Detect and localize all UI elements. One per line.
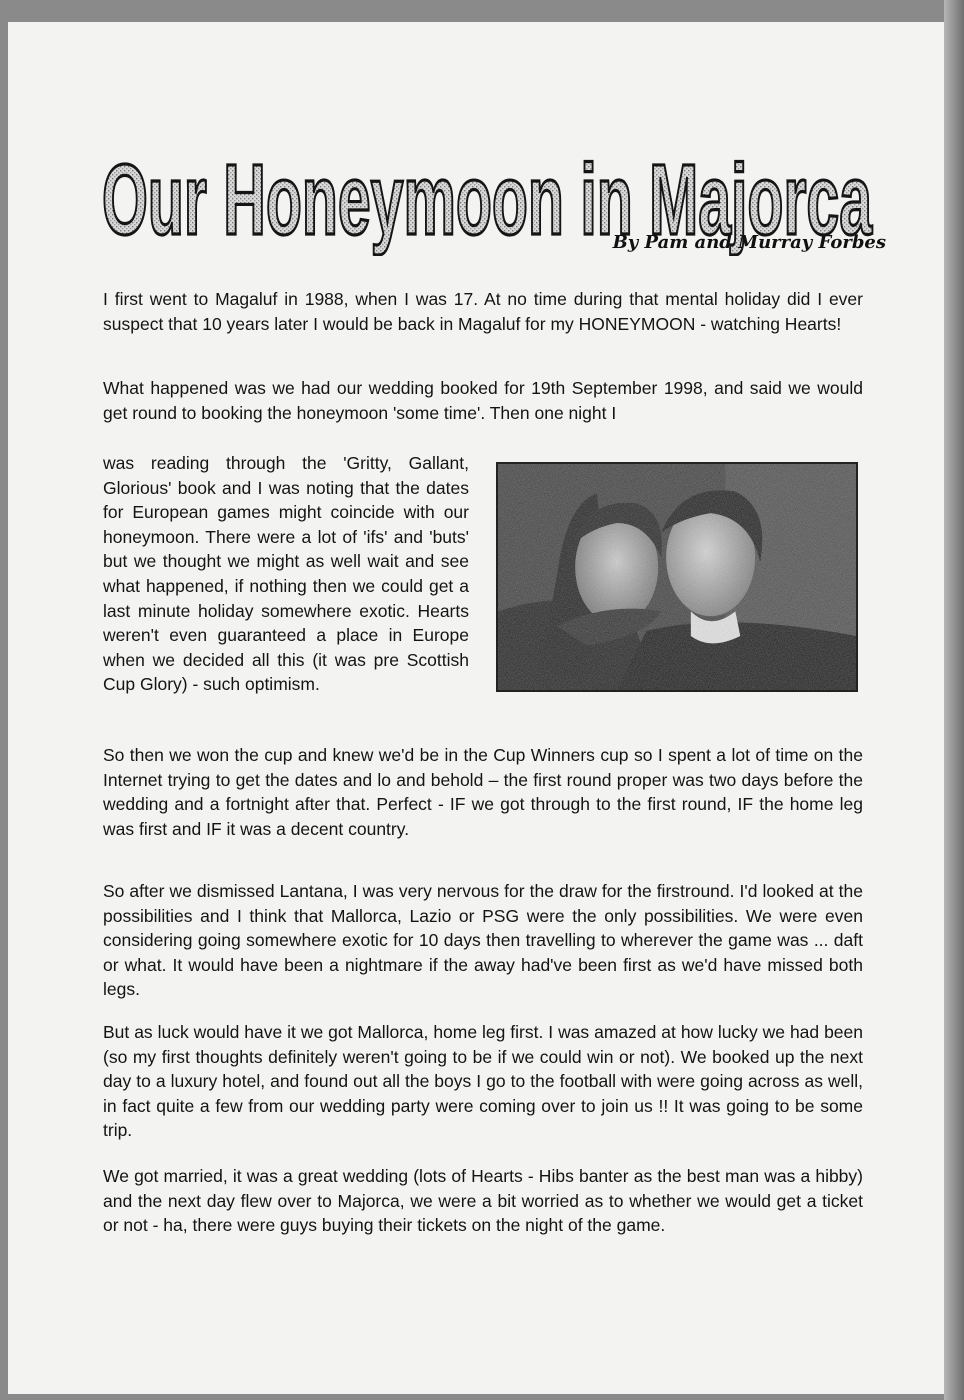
paragraph-6: We got married, it was a great wedding (lots of Hearts - Hibs banter as the best man was a hibby) and the next day flew over to Majorca, we were a bit worried as to whether we would get a ticket or not - ha, there were guys buying their tickets on the night of the game. bbox=[103, 1166, 863, 1236]
svg-text:Our Honeymoon in Majorca: Our Honeymoon in Majorca bbox=[102, 144, 873, 256]
paragraph-1: I first went to Magaluf in 1988, when I was 17. At no time during that mental holiday did I ever suspect that 10 years later I would be back in Magaluf for my HONEYMOON - watching Hearts! bbox=[103, 289, 863, 334]
article-byline: By Pam and Murray Forbes bbox=[612, 232, 886, 253]
page-edge bbox=[944, 0, 964, 1400]
paragraph-5: But as luck would have it we got Mallorca, home leg first. I was amazed at how lucky we had been (so my first thoughts definitely weren't going to be if we could win or not). We booked up the next day to a luxury hotel, and found out all the boys I go to the football with were going across as well, in fact quite a few from our wedding party were coming over to join us !! It was going to be some trip. bbox=[103, 1022, 863, 1141]
paragraph-2-top: What happened was we had our wedding booked for 19th September 1998, and said we would get round to booking the honeymoon 'some time'. Then one night I bbox=[103, 378, 863, 423]
couple-photo bbox=[496, 462, 858, 692]
article-title bbox=[92, 86, 882, 256]
paragraph-4: So after we dismissed Lantana, I was very nervous for the draw for the firstround. I'd looked at the possibilities and I think that Mallorca, Lazio or PSG were the only possibilities. We were even considering going somewhere exotic for 10 days then travelling to wherever the game was ... daft or what. It would have been a nightmare if the away had've been first as we'd have missed both legs. bbox=[103, 881, 863, 1000]
paragraph-3: So then we won the cup and knew we'd be in the Cup Winners cup so I spent a lot of time on the Internet trying to get the dates and lo and behold – the first round proper was two days before the wedding and a fortnight after that. Perfect - IF we got through to the first round, IF the home leg was first and IF it was a decent country. bbox=[103, 745, 863, 839]
paragraph-2-wrap: was reading through the 'Gritty, Gallant, Glorious' book and I was noting that the dates for European games might coincide with our honeymoon. There were a lot of 'ifs' and 'buts' but we thought we might as well wait and see what happened, if nothing then we could get a last minute holiday somewhere exotic. Hearts weren't even guaranteed a place in Europe when we decided all this (it was pre Scottish Cup Glory) - such optimism. bbox=[103, 453, 469, 695]
